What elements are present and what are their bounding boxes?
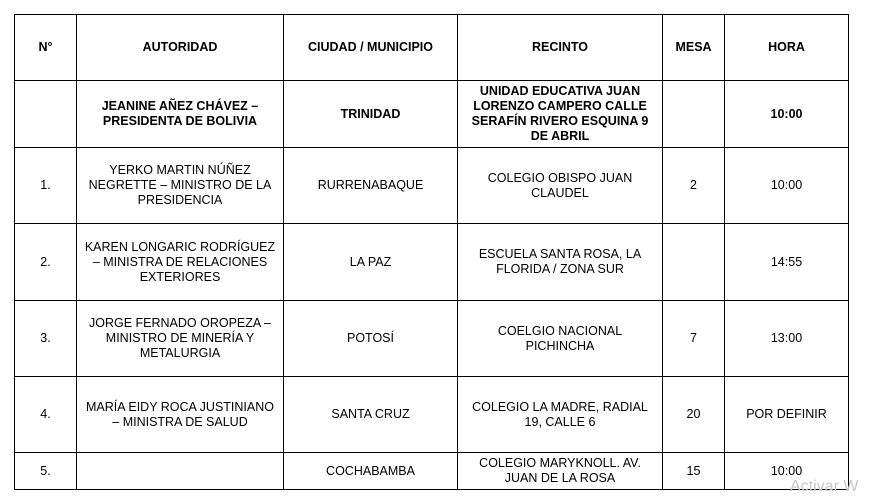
activation-watermark: Activar W [790, 478, 859, 495]
table-row [15, 301, 849, 377]
cell-autoridad: JORGE FERNADO OROPEZA – MINISTRO DE MINERÍA Y METALURGIA [77, 301, 284, 377]
cell-hora: POR DEFINIR [725, 377, 849, 453]
cell-ciudad: RURRENABAQUE [284, 148, 458, 224]
cell-recinto: UNIDAD EDUCATIVA JUAN LORENZO CAMPERO CALLE SERAFÍN RIVERO ESQUINA 9 DE ABRIL [458, 81, 663, 148]
cell-hora: 10:00 [725, 81, 849, 148]
header-autoridad: AUTORIDAD [77, 15, 284, 81]
header-mesa: MESA [663, 15, 725, 81]
cell-hora: 10:00 [725, 148, 849, 224]
cell-num: 4. [15, 377, 77, 453]
cell-autoridad: KAREN LONGARIC RODRÍGUEZ – MINISTRA DE RELACIONES EXTERIORES [77, 224, 284, 301]
cell-recinto: ESCUELA SANTA ROSA, LA FLORIDA / ZONA SUR [458, 224, 663, 301]
cell-recinto: COLEGIO LA MADRE, RADIAL 19, CALLE 6 [458, 377, 663, 453]
cell-ciudad: LA PAZ [284, 224, 458, 301]
table-row [15, 453, 849, 490]
header-num: N° [15, 15, 77, 81]
cell-autoridad: YERKO MARTIN NÚÑEZ NEGRETTE – MINISTRO DE LA PRESIDENCIA [77, 148, 284, 224]
cell-num: 5. [15, 453, 77, 490]
cell-hora: 13:00 [725, 301, 849, 377]
cell-recinto: COLEGIO OBISPO JUAN CLAUDEL [458, 148, 663, 224]
header-ciudad: CIUDAD / MUNICIPIO [284, 15, 458, 81]
header-hora: HORA [725, 15, 849, 81]
cell-mesa: 15 [663, 453, 725, 490]
cell-autoridad: JEANINE AÑEZ CHÁVEZ – PRESIDENTA DE BOLIVIA [77, 81, 284, 148]
cell-num: 2. [15, 224, 77, 301]
cell-hora: 10:00 [725, 453, 849, 490]
cell-mesa [663, 224, 725, 301]
cell-mesa [663, 81, 725, 148]
cell-autoridad: MARÍA EIDY ROCA JUSTINIANO – MINISTRA DE SALUD [77, 377, 284, 453]
cell-ciudad: COCHABAMBA [284, 453, 458, 490]
table-row [15, 81, 849, 148]
table-row [15, 148, 849, 224]
cell-autoridad [77, 453, 284, 490]
cell-mesa: 20 [663, 377, 725, 453]
cell-num [15, 81, 77, 148]
cell-ciudad: TRINIDAD [284, 81, 458, 148]
table-row [15, 377, 849, 453]
cell-ciudad: SANTA CRUZ [284, 377, 458, 453]
cell-recinto: COLEGIO MARYKNOLL. AV. JUAN DE LA ROSA [458, 453, 663, 490]
authorities-voting-table [14, 14, 849, 490]
header-recinto: RECINTO [458, 15, 663, 81]
cell-ciudad: POTOSÍ [284, 301, 458, 377]
cell-mesa: 7 [663, 301, 725, 377]
cell-num: 1. [15, 148, 77, 224]
table-header-row [15, 15, 849, 81]
cell-hora: 14:55 [725, 224, 849, 301]
cell-recinto: COELGIO NACIONAL PICHINCHA [458, 301, 663, 377]
table-row [15, 224, 849, 301]
cell-num: 3. [15, 301, 77, 377]
cell-mesa: 2 [663, 148, 725, 224]
